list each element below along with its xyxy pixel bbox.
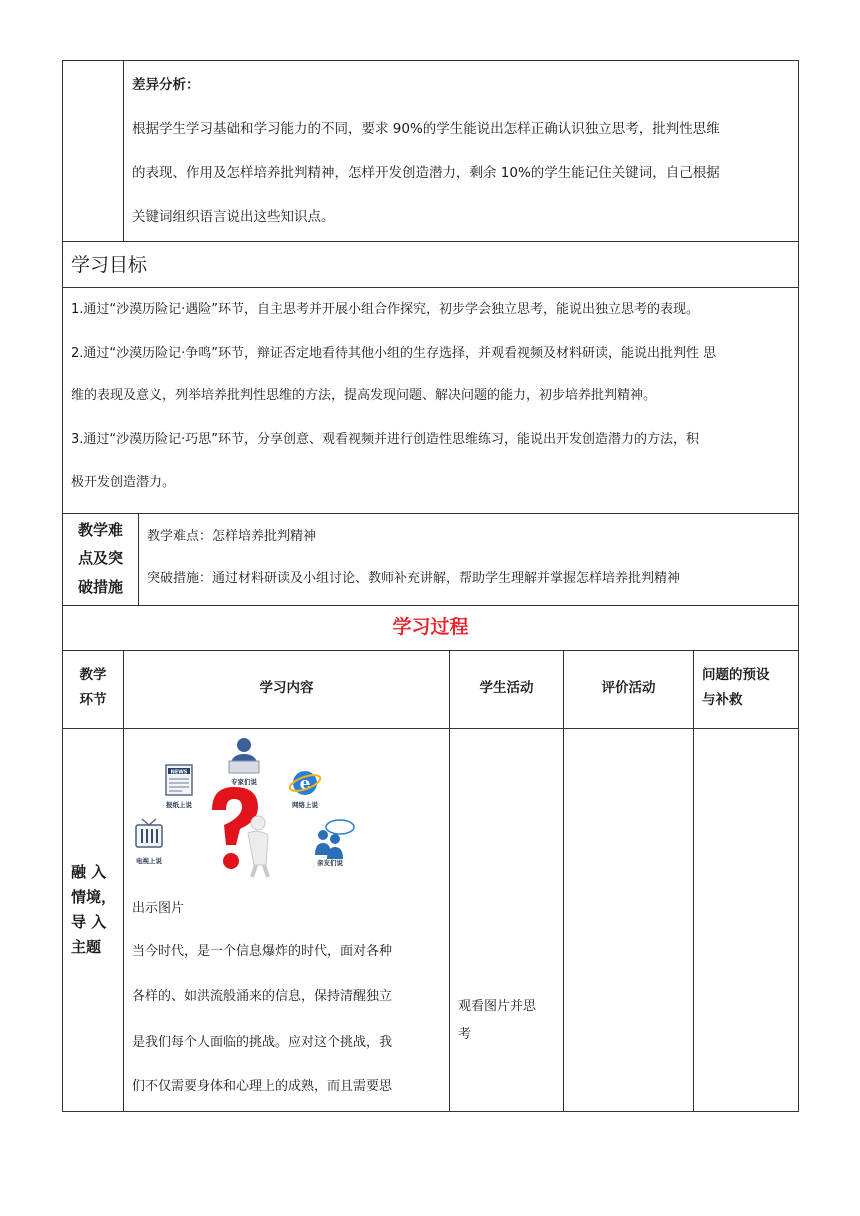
news-label: 报纸上说 (166, 801, 192, 809)
header-stage-line: 教学 (79, 667, 107, 683)
analysis-line: 的表现、作用及怎样培养批判精神，怎样开发创造潜力，剩余 10%的学生能记住关键词，自己根据 (132, 165, 720, 181)
difficulty-point: 教学难点：怎样培养批判精神 (147, 529, 317, 544)
image-caption: 出示图片 (132, 901, 185, 916)
newspaper-icon (166, 765, 192, 795)
stage-line: 主题 (71, 938, 102, 956)
stage-line: 情境， (71, 888, 117, 906)
header-problem-line: 问题的预设 (702, 667, 770, 683)
expert-label: 专家们说 (231, 778, 257, 786)
student-activity-line: 观看图片并思 (458, 999, 537, 1014)
tv-label: 电视上说 (136, 857, 162, 865)
difficulty-label-line: 破措施 (77, 578, 123, 596)
header-evaluation: 评价活动 (601, 680, 656, 696)
process-title: 学习过程 (392, 616, 469, 638)
paragraph-line: 当今时代，是一个信息爆炸的时代，面对各种 (132, 944, 393, 959)
header-stage-line: 环节 (79, 692, 107, 708)
stage-line: 融 入 (71, 863, 107, 881)
objective-line: 极开发创造潜力。 (71, 475, 176, 490)
header-problem-line: 与补救 (702, 692, 743, 708)
paragraph-line: 是我们每个人面临的挑战。应对这个挑战，我 (132, 1035, 393, 1050)
expert-icon (229, 738, 259, 773)
difficulty-label-line: 点及突 (77, 549, 123, 567)
information-sources-illustration (130, 735, 370, 883)
svg-text:NEWS: NEWS (170, 769, 188, 776)
question-mark-figure (212, 787, 268, 877)
internet-icon (288, 771, 322, 795)
paragraph-line: 们不仅需要身体和心理上的成熟，而且需要思 (132, 1079, 393, 1094)
difficulty-label-line: 教学难 (77, 521, 123, 539)
friends-icon (315, 820, 354, 859)
analysis-title: 差异分析： (132, 77, 200, 93)
stage-line: 导 入 (71, 913, 107, 931)
analysis-line: 关键词组织语言说出这些知识点。 (132, 209, 335, 225)
analysis-line: 根据学生学习基础和学习能力的不同，要求 90%的学生能说出怎样正确认识独立思考，批判性思维 (132, 121, 720, 137)
difficulty-measure: 突破措施：通过材料研读及小组讨论、教师补充讲解，帮助学生理解并掌握怎样培养批判精神 (147, 571, 681, 586)
friends-label: 亲友们说 (317, 859, 343, 867)
television-icon (136, 819, 162, 847)
objective-line: 1.通过“沙漠历险记·遇险”环节，自主思考并开展小组合作探究，初步学会独立思考，能说出独立思考的表现。 (71, 302, 700, 317)
web-label: 网络上说 (292, 801, 318, 809)
objective-line: 2.通过“沙漠历险记·争鸣”环节，辩证否定地看待其他小组的生存选择，并观看视频及材料研读，能说出批判性 思 (71, 346, 717, 361)
student-activity-line: 考 (458, 1027, 472, 1042)
objective-line: 维的表现及意义，列举培养批判性思维的方法，提高发现问题、解决问题的能力，初步培养批判精神。 (71, 388, 657, 403)
objective-line: 3.通过“沙漠历险记·巧思”环节，分享创意、观看视频并进行创造性思维练习，能说出开发创造潜力的方法，积 (71, 432, 700, 447)
header-content: 学习内容 (259, 680, 314, 696)
objectives-heading: 学习目标 (71, 254, 148, 276)
header-student: 学生活动 (479, 680, 534, 696)
paragraph-line: 各样的、如洪流般涌来的信息，保持清醒独立 (132, 989, 393, 1004)
svg-text:e: e (299, 774, 311, 794)
